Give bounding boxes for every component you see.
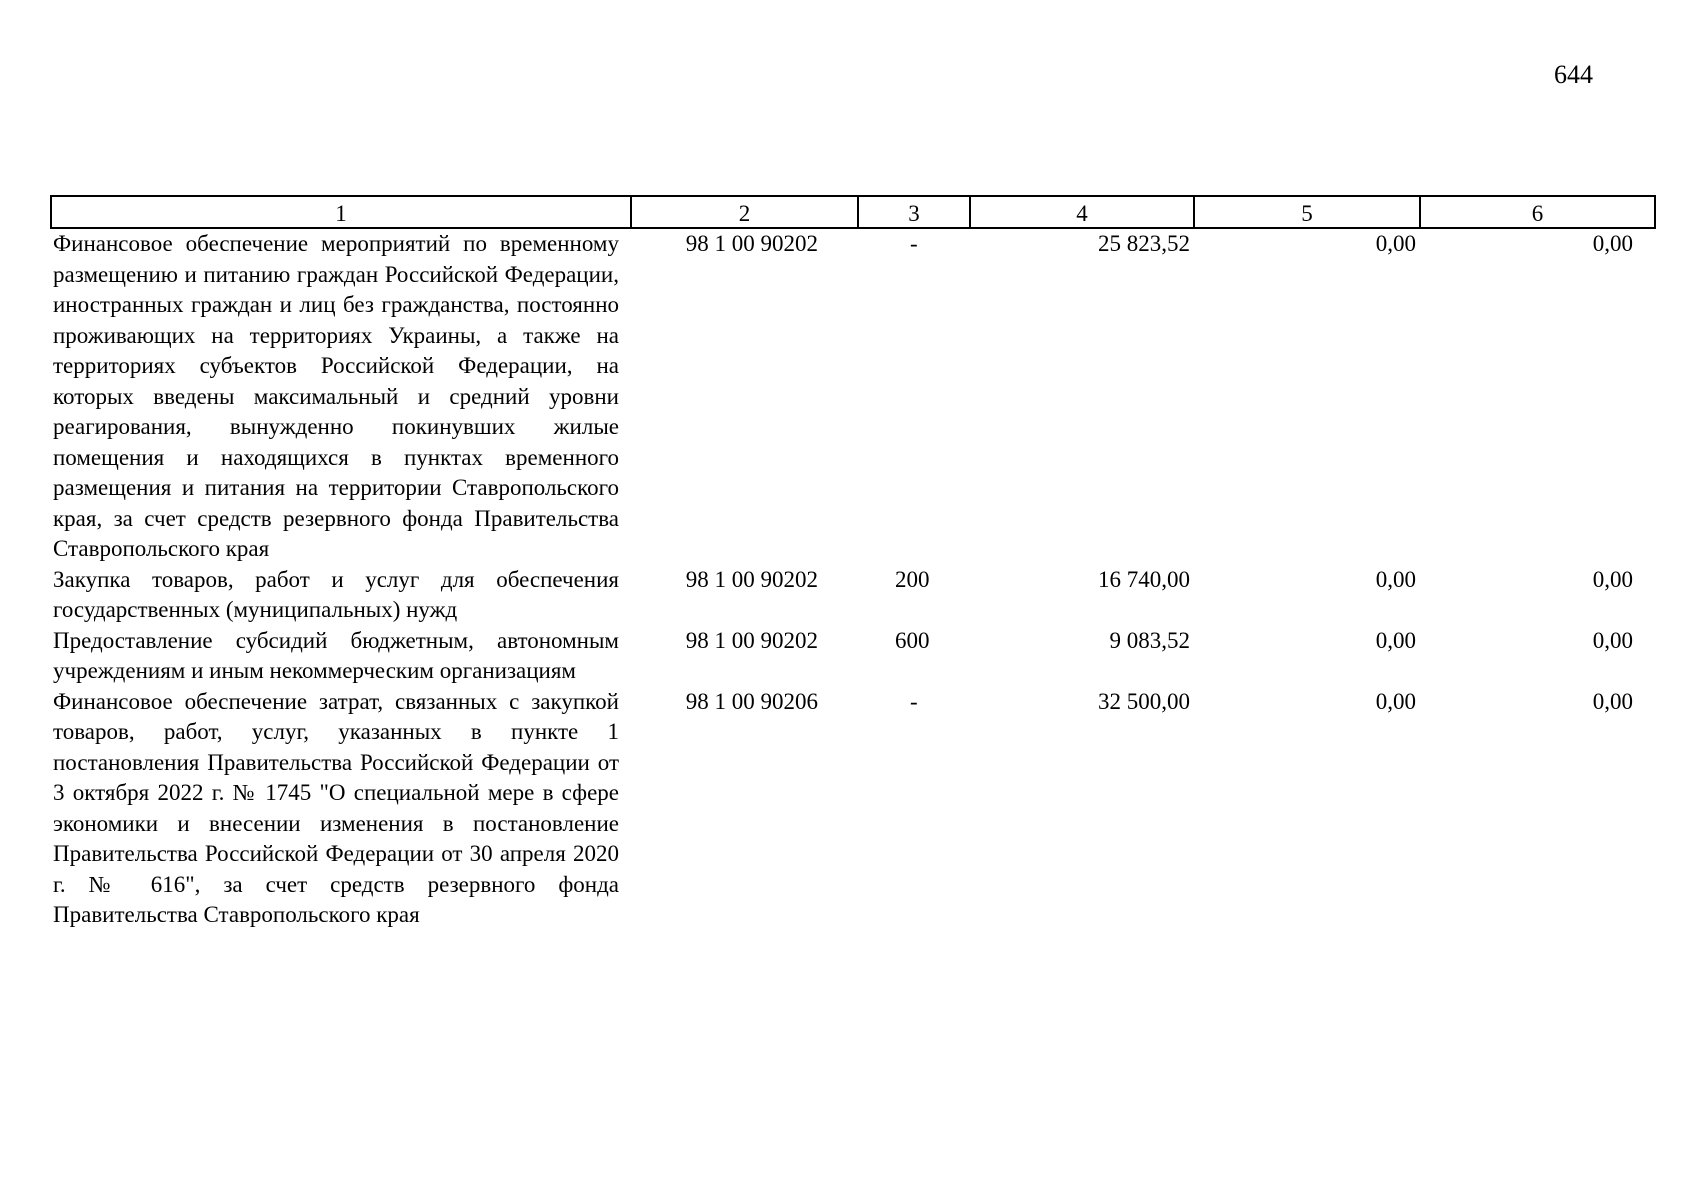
row-amount-5: 0,00 bbox=[1375, 566, 1416, 592]
row-amount-4: 25 823,52 bbox=[1098, 231, 1190, 256]
row-description: Предоставление субсидий бюджетным, автономным учреждениям и иным некоммерческим организациям bbox=[53, 627, 619, 683]
row-description: Финансовое обеспечение мероприятий по временному размещению и питанию граждан Российской Федерации, иностранных граждан и лиц без гражданства, постоянно проживающих на территориях Украины, а также на территориях субъектов Российской Федерации, на которых введены максимальный и средний уровни реагирования, вынужденно покинувших жилые помещения и находящихся в пунктах временного размещения и питания на территории Ставропольского края, за счет средств резервного фонда Правительства Ставропольского края bbox=[53, 231, 619, 561]
row-expense-type: - bbox=[910, 688, 918, 714]
column-header-3: 3 bbox=[858, 196, 970, 228]
row-expense-type: 600 bbox=[895, 627, 930, 653]
column-header-5: 5 bbox=[1194, 196, 1420, 228]
row-amount-6: 0,00 bbox=[1592, 566, 1633, 592]
page-number: 644 bbox=[1554, 60, 1593, 89]
row-code: 98 1 00 90202 bbox=[685, 566, 818, 592]
row-expense-type: 200 bbox=[895, 566, 930, 592]
row-amount-5: 0,00 bbox=[1375, 231, 1416, 256]
column-header-1: 1 bbox=[51, 196, 631, 228]
column-header-4: 4 bbox=[970, 196, 1194, 228]
budget-table bbox=[50, 195, 1656, 931]
table-row bbox=[51, 687, 1655, 931]
row-amount-5: 0,00 bbox=[1375, 688, 1416, 714]
table-row bbox=[51, 626, 1655, 687]
row-code: 98 1 00 90202 bbox=[685, 627, 818, 653]
column-header-6: 6 bbox=[1420, 196, 1655, 228]
column-header-2: 2 bbox=[631, 196, 858, 228]
row-code: 98 1 00 90202 bbox=[685, 231, 818, 256]
row-amount-4: 32 500,00 bbox=[1098, 688, 1190, 714]
row-amount-6: 0,00 bbox=[1592, 231, 1633, 256]
row-amount-4: 9 083,52 bbox=[1109, 627, 1190, 653]
row-amount-4: 16 740,00 bbox=[1098, 566, 1190, 592]
row-amount-6: 0,00 bbox=[1592, 688, 1633, 714]
row-description: Закупка товаров, работ и услуг для обеспечения государственных (муниципальных) нужд bbox=[53, 566, 619, 622]
row-expense-type: - bbox=[910, 231, 918, 256]
table-row bbox=[51, 565, 1655, 626]
row-amount-6: 0,00 bbox=[1592, 627, 1633, 653]
row-code: 98 1 00 90206 bbox=[685, 688, 818, 714]
table-row bbox=[51, 228, 1655, 565]
row-description: Финансовое обеспечение затрат, связанных с закупкой товаров, работ, услуг, указанных в пункте 1 постановления Правительства Российской Федерации от 3 октября 2022 г. № 1745 "О специальной мере в сфере экономики и внесении изменения в постановление Правительства Российской Федерации от 30 апреля 2020 г. № 616", за счет средств резервного фонда Правительства Ставропольского края bbox=[53, 688, 619, 927]
row-amount-5: 0,00 bbox=[1375, 627, 1416, 653]
table-header-row bbox=[51, 196, 1655, 228]
